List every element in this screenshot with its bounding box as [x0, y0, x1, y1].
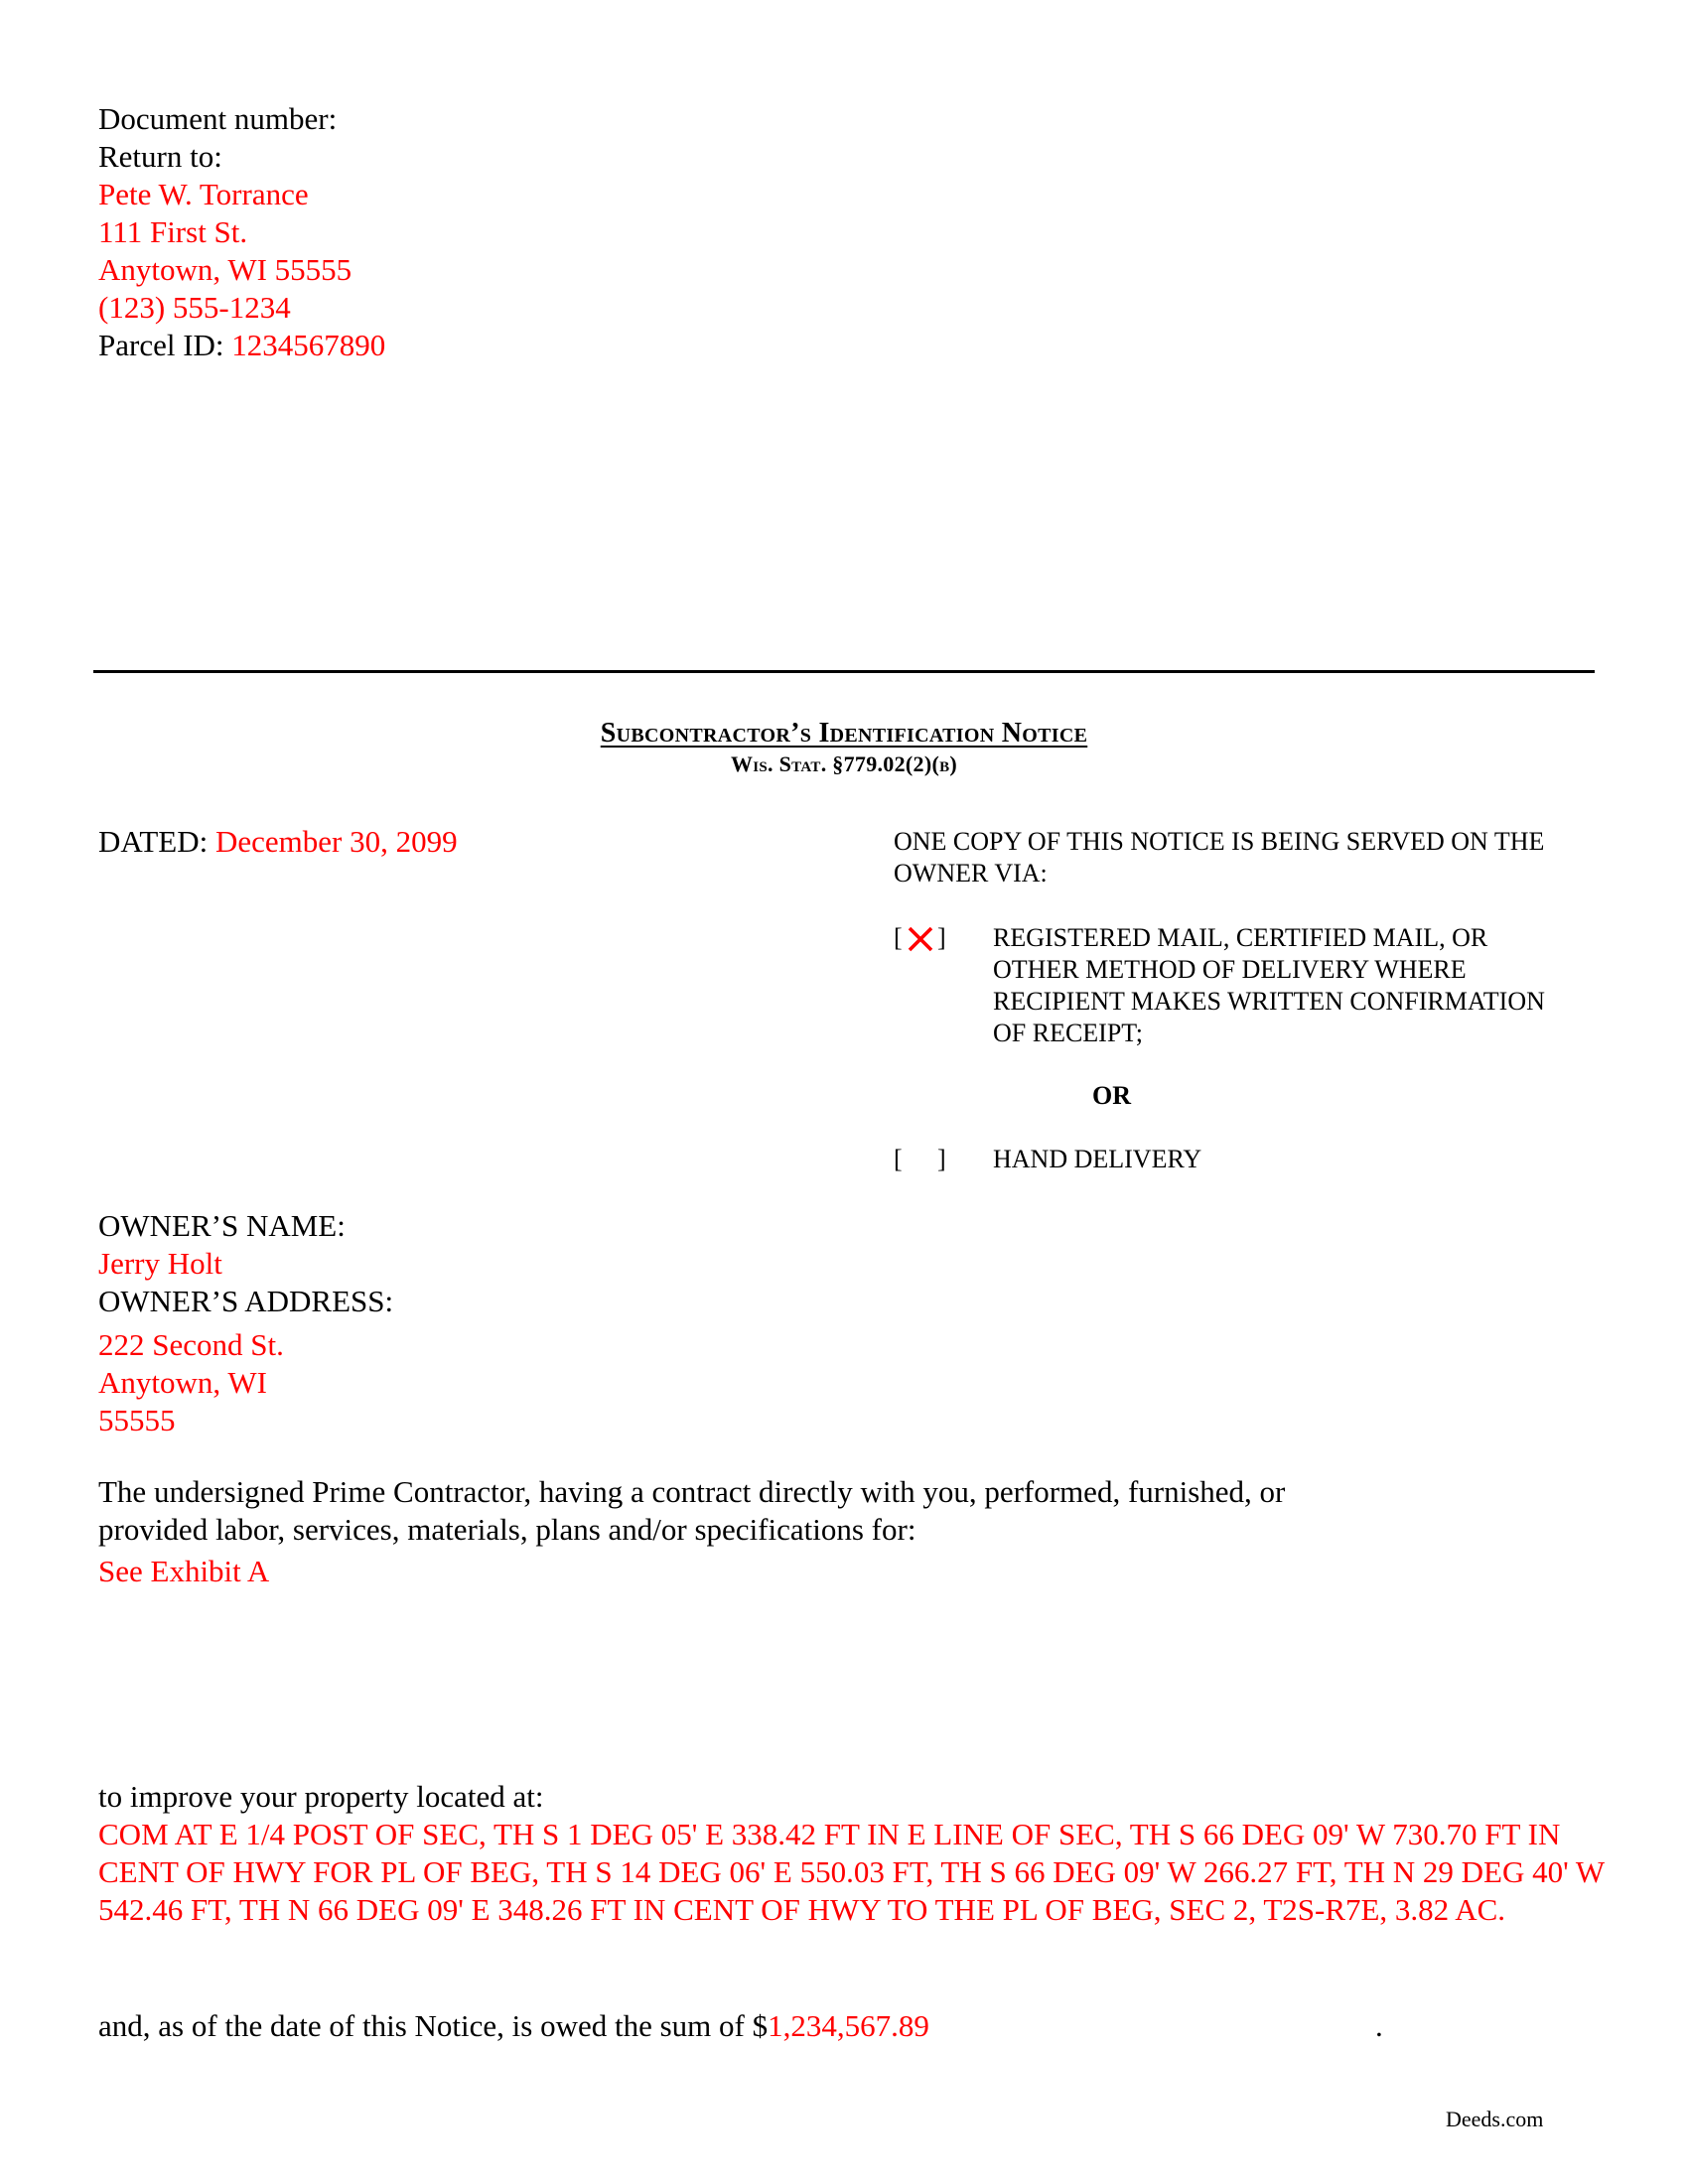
statement-line1: The undersigned Prime Contractor, having a contract directly with you, performed, furnished, or — [98, 1474, 1286, 1509]
section-divider — [93, 670, 1595, 673]
dated-line — [98, 823, 458, 861]
document-number-label: Document number: — [98, 101, 338, 136]
dated-value: December 30, 2099 — [214, 824, 458, 859]
improve-label: to improve your property located at: — [98, 1779, 544, 1814]
owner-name-label: OWNER’S NAME: — [98, 1208, 346, 1243]
owner-street: 222 Second St. — [98, 1327, 284, 1362]
registered-line4: OF RECEIPT; — [993, 1019, 1143, 1047]
registered-mail-checkbox[interactable] — [894, 922, 953, 954]
registered-mail-option — [993, 922, 1545, 1049]
statement-line2: provided labor, services, materials, plans and/or specifications for: — [98, 1512, 916, 1547]
registered-line1: REGISTERED MAIL, CERTIFIED MAIL, OR — [993, 923, 1488, 952]
hand-delivery-option: HAND DELIVERY — [993, 1145, 1202, 1173]
owed-amount: 1,234,567.89 — [768, 2008, 929, 2043]
parcel-line — [98, 327, 385, 364]
return-name: Pete W. Torrance — [98, 177, 309, 211]
return-to-block — [98, 100, 385, 364]
owner-name: Jerry Holt — [98, 1246, 222, 1281]
bracket-open: [ — [894, 923, 903, 952]
dated-label: DATED: — [98, 824, 209, 859]
footer-brand: Deeds.com — [1446, 2107, 1544, 2131]
hand-delivery-checkbox[interactable] — [894, 1144, 953, 1175]
owed-line — [98, 2007, 929, 2045]
parcel-label: Parcel ID: — [98, 328, 224, 362]
checked-x-icon — [906, 924, 935, 954]
return-phone: (123) 555-1234 — [98, 290, 291, 325]
or-separator: OR — [1092, 1081, 1131, 1110]
notice-title-block — [0, 717, 1688, 778]
owner-address-label: OWNER’S ADDRESS: — [98, 1284, 394, 1318]
owner-city: Anytown, WI — [98, 1365, 267, 1400]
owner-name-block — [98, 1207, 393, 1320]
parcel-id: 1234567890 — [231, 328, 386, 362]
bracket-close: ] — [937, 1145, 946, 1173]
service-intro-line1: ONE COPY OF THIS NOTICE IS BEING SERVED ON THE — [894, 827, 1545, 856]
owed-label: and, as of the date of this Notice, is owed the sum of $ — [98, 2008, 769, 2043]
owner-address-block — [98, 1326, 284, 1439]
statute-citation: Wis. Stat. §779.02(2)(b) — [730, 751, 958, 776]
registered-line2: OTHER METHOD OF DELIVERY WHERE — [993, 955, 1467, 984]
legal-description: COM AT E 1/4 POST OF SEC, TH S 1 DEG 05' E 338.42 FT IN E LINE OF SEC, TH S 66 DEG 09' W 730.70 FT IN CENT OF HWY FOR PL OF BEG, TH S 14 DEG 06' E 550.03 FT, TH S 66 DEG 09' W 266.27 FT, TH N 29 DEG 40' W 542.46 FT, TH N 66 DEG 09' E 348.26 FT IN CENT OF HWY TO THE PL OF BEG, SEC 2, T2S-R7E, 3.82 AC. — [98, 1817, 1605, 1927]
service-intro — [894, 826, 1544, 889]
owner-zip: 55555 — [98, 1403, 176, 1437]
service-intro-line2: OWNER VIA: — [894, 859, 1048, 887]
notice-title: Subcontractor’s Identification Notice — [600, 718, 1088, 749]
return-city: Anytown, WI 55555 — [98, 252, 352, 287]
bracket-close: ] — [937, 923, 946, 952]
work-description: See Exhibit A — [98, 1554, 270, 1588]
return-street: 111 First St. — [98, 214, 248, 249]
contractor-statement — [98, 1473, 1285, 1590]
return-to-label: Return to: — [98, 139, 222, 174]
owed-period: . — [1375, 2008, 1383, 2043]
registered-line3: RECIPIENT MAKES WRITTEN CONFIRMATION — [993, 987, 1545, 1016]
bracket-open: [ — [894, 1145, 903, 1173]
